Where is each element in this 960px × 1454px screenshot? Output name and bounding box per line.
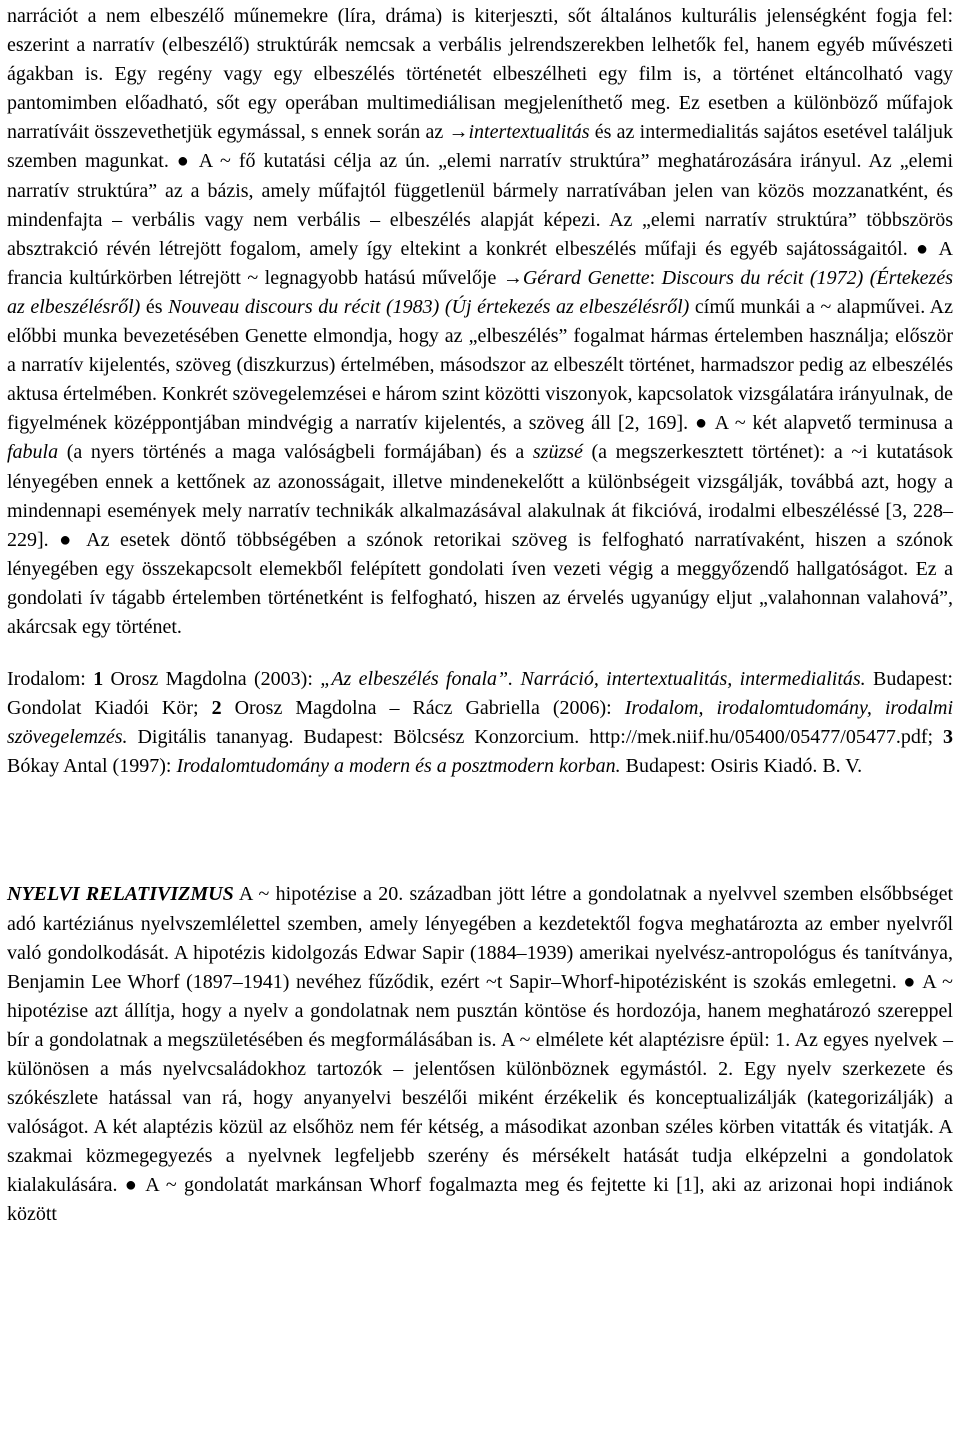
reference-author: Bókay Antal (1997): xyxy=(7,755,177,778)
entry-text: A ~ hipotézise a 20. században jött létre a gondolatnak a nyelvvel szemben elsőbbséget adó kartéziánus nyelvszemlélettel szemben, amely lényegében a kezdetektől fogva meghatározta az ember nyelvről való gondolkodását. A hipotézis kidolgozás Edwar Sapir (1884–1939) amerikai nyelvész-antropológus és tanítványa, Benjamin Lee Whorf (1897–1941) nevéhez fűződik, ezért ~t Sapir–Whorf-hipotézisként is szokás emlegetni. ● A ~ hipotézise azt állítja, hogy a nyelv a gondolatnak nem pusztán köntöse és hordozója, hanem meghatározó szereppel bír a gondolatnak a megszületésében és megformálásában is. A ~ elmélete két alaptézisre épül: 1. Az egyes nyelvek – különösen a más nyelvcsaládokhoz tartozók – jelentősen különböznek egymástól. 2. Egy nyelv szerkezete és szókészlete hatással van rá, hogy anyanyelvi beszélői miként érzékelik és konceptualizálják (kategorizálják) a valóságot. A két alaptézis közül az elsőhöz nem fér kétség, a másodikat azonban széles körben vitatták és vitatják. A szakmai közmegegyezés a nyelvnek legfeljebb szerény és mérsékelt hatását tudja elképzelni a gondolatok kialakulására. ● A ~ gondolatát markánsan Whorf fogalmazta meg és fejtette ki [1], aki az arizonai hopi indiánok között xyxy=(7,883,953,1226)
text-run: című munkái a ~ alapművei. Az előbbi munka bevezetésében Genette elmondja, hogy az „elbeszélés” fogalmat hármas értelemben használja; először a narratív kijelentés, szöveg (diszkurzus) értelmében, másodszor az elbeszélt történet, harmadszor pedig az elbeszélés aktusa értelmében. Konkrét szövegelemzései e három szint közötti viszonyok, kapcsolatok vizsgálatára irányulnak, de figyelmének középpontjában mindvégig a narratív kijelentés, a szöveg áll [2, 169]. ● A ~ két alapvető terminusa a xyxy=(7,295,953,435)
reference-author: Orosz Magdolna – Rácz Gabriella (2006): xyxy=(221,697,625,720)
text-run: narrációt a nem elbeszélő műnemekre (líra, dráma) is kiterjeszti, sőt általános kulturális jelenségként fogja fel: eszerint a narratív (elbeszélő) struktúrák nemcsak a verbális jelrendszerekben lelhetők fel, hanem egyéb művészeti ágakban is. Egy regény vagy egy elbeszélés történetét elbeszélheti egy film is, a történet eltáncolható vagy pantomimben előadható, sőt egy operában multimediálisan megjeleníthető meg. Ez esetben a különböző műfajok narratíváit összevethetjük egymással, s ennek során az xyxy=(7,5,953,144)
term-fabula: fabula xyxy=(7,441,59,464)
reference-number: 2 xyxy=(211,697,222,720)
text-run: és az intermedialitás sajátos esetével találjuk szemben magunkat. ● A ~ fő kutatási célja az ún. „elemi narratív struktúra” meghatározására irányul. Az „elemi narratív struktúra” az a bázis, amely műfajtól függetlenül bármely narratívában jelen van közös mozzanatként, és mindenfajta – verbális vagy nem verbális – elbeszélés alapját képezi. Az „elemi narratív struktúra” többszörös absztrakció révén létrejött fogalom, amely így eltekint a konkrét elbeszélés műfaji és egyéb sajátosságaitól. ● A francia kultúrkörben létrejött ~ legnagyobb hatású művelője xyxy=(7,121,953,289)
text-run: (a nyers történés a maga valóságbeli formájában) és a xyxy=(58,441,533,464)
cross-reference-genette: →Gérard Genette xyxy=(502,266,650,289)
document-page xyxy=(7,2,953,1230)
reference-title: „Az elbeszélés fonala”. Narráció, intertextualitás, intermedialitás. xyxy=(320,668,866,691)
reference-publisher: Budapest: Gondolat Kiadói Kör; xyxy=(7,668,953,720)
reference-publisher: Budapest: Osiris Kiadó. B. V. xyxy=(620,755,863,778)
reference-author: Orosz Magdolna (2003): xyxy=(103,668,321,691)
references-label: Irodalom: xyxy=(7,668,94,691)
cross-reference-intertextualitas: →intertextualitás xyxy=(448,121,590,144)
references-paragraph xyxy=(7,665,953,781)
reference-title: Irodalom, irodalomtudomány, irodalmi szövegelemzés. xyxy=(7,697,953,749)
book-title: Nouveau discours du récit (1983) (Új értekezés az elbeszélésről) xyxy=(168,295,690,318)
reference-number: 1 xyxy=(93,668,104,691)
reference-number: 3 xyxy=(943,726,953,749)
term-szuzse: szüzsé xyxy=(532,441,583,464)
text-run: (a megszerkesztett történet): a ~i kutatások lényegében ennek a kettőnek az azonosságait, illetve mindenekelőtt a különbségeit vizsgálják, továbbá azt, hogy a mindennapi események mely narratív technikák alkalmazásával alakulnak át fikcióvá, irodalmi elbeszéléssé [3, 228–229]. ● Az esetek döntő többségében a szónok retorikai szöveg is felfogható narratívaként, hiszen a szónok lényegében egy összekapcsolt elemekből felépített gondolati íven vezeti végig a meggyőzendő hallgatóságot. Ez a gondolati ív tágabb értelemben történetként is felfogható, hiszen az érvelés ugyanúgy eljut „valahonnan valahová”, akárcsak egy történet. xyxy=(7,441,953,638)
entry-paragraph xyxy=(7,880,953,1229)
text-run: : xyxy=(649,266,662,289)
reference-title: Irodalomtudomány a modern és a posztmodern korban. xyxy=(176,755,621,778)
reference-publisher: Digitális tananyag. Budapest: Bölcsész Konzorcium. http://mek.niif.hu/05400/05477/05477.pdf; xyxy=(127,726,943,749)
text-run: és xyxy=(140,295,169,318)
book-title: Discours du récit (1972) (Értekezés az elbeszélésről) xyxy=(7,266,953,318)
entry-headword: NYELVI RELATIVIZMUS xyxy=(7,883,234,906)
body-paragraph xyxy=(7,2,953,642)
